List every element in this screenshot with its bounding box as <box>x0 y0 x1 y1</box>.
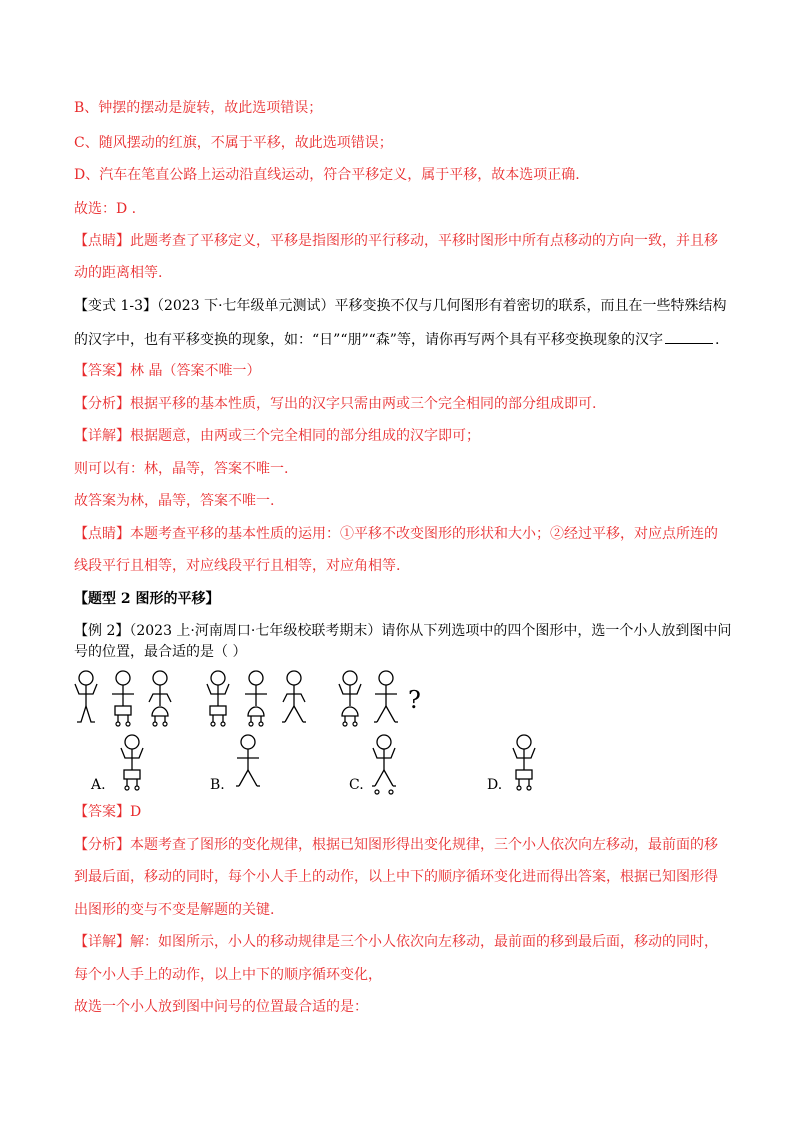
tip1-line2: 动的距离相等. <box>74 265 163 281</box>
analysis1-line: 【分析】根据平移的基本性质，写出的汉字只需由两或三个完全相同的部分组成即可. <box>74 396 597 412</box>
option-b-figure <box>236 735 260 786</box>
option-a-label: A. <box>91 777 106 793</box>
variant-1-3-end: . <box>714 332 720 348</box>
option-d-figure <box>513 735 535 790</box>
tip2-line1: 【点睛】本题考查平移的基本性质的运用：①平移不改变图形的形状和大小；②经过平移，对应点所连的 <box>74 526 718 542</box>
analysis2-line1: 【分析】本题考查了图形的变化规律，根据已知图形得出变化规律，三个小人依次向左移动，最前面的移 <box>74 837 718 853</box>
option-a-figure <box>121 735 143 790</box>
tip1-line1: 【点睛】此题考查了平移定义，平移是指图形的平行移动，平移时图形中所有点移动的方向一致，并且移 <box>74 233 718 249</box>
figure-3-2 <box>374 671 398 722</box>
answer-blank <box>665 329 713 344</box>
detail1-line2: 则可以有：林，晶等，答案不唯一. <box>74 461 289 477</box>
answer1-line: 【答案】林 晶（答案不唯一） <box>74 363 261 379</box>
stick-figure-sequence <box>66 666 546 806</box>
variant-1-3-line2 <box>74 329 719 349</box>
question-mark: ? <box>408 686 421 714</box>
option-d-line: D、汽车在笔直公路上运动沿直线运动，符合平移定义，属于平移，故本选项正确. <box>74 167 580 183</box>
variant-1-3-line1: 【变式 1-3】（2023 下·七年级单元测试）平移变换不仅与几何图形有着密切的联系，而且在一些特殊结构 <box>74 298 727 314</box>
option-d-label: D. <box>487 777 503 793</box>
section-heading: 【题型 2 图形的平移】 <box>74 591 220 607</box>
detail1-line3: 故答案为林，晶等，答案不唯一. <box>74 493 275 509</box>
detail2-line2: 每个小人手上的动作，以上中下的顺序循环变化， <box>74 967 382 983</box>
figure-1-1 <box>75 671 97 722</box>
answer2-line: 【答案】D <box>74 804 142 820</box>
figure-2-2 <box>245 671 267 726</box>
analysis2-line3: 出图形的变与不变是解题的关键. <box>74 902 275 918</box>
detail2-line1: 【详解】解：如图所示，小人的移动规律是三个小人依次向左移动，最前面的移到最后面，移动的同时， <box>74 934 718 950</box>
option-c-label: C. <box>349 777 364 793</box>
detail2-line3: 故选一个小人放到图中问号的位置最合适的是： <box>74 999 368 1015</box>
figure-2-1 <box>207 671 229 726</box>
option-c-figure <box>372 735 396 794</box>
option-b-label: B. <box>210 777 225 793</box>
figure-1-3 <box>149 671 171 726</box>
tip2-line2: 线段平行且相等，对应线段平行且相等，对应角相等. <box>74 558 401 574</box>
variant-1-3-text: 的汉字中，也有平移变换的现象，如：“日”“朋”“森”等，请你再写两个具有平移变换现象的汉字 <box>74 332 663 348</box>
figure-1-2 <box>112 671 134 726</box>
analysis2-line2: 到最后面，移动的同时，每个小人手上的动作，以上中下的顺序循环变化进而得出答案，根据已知图形得 <box>74 869 718 885</box>
figure-3-1 <box>339 671 361 726</box>
example2-line2: 号的位置，最合适的是（ ） <box>74 644 247 660</box>
detail1-line1: 【详解】根据题意，由两或三个完全相同的部分组成的汉字即可； <box>74 428 480 444</box>
choice-line: 故选：D . <box>74 201 137 217</box>
example2-line1: 【例 2】（2023 上·河南周口·七年级校联考期末）请你从下列选项中的四个图形中，选一个小人放到图中问 <box>74 623 732 639</box>
figure-2-3 <box>282 671 306 722</box>
option-c-line: C、随风摆动的红旗，不属于平移，故此选项错误； <box>74 135 393 151</box>
option-b-line: B、钟摆的摆动是旋转，故此选项错误； <box>74 100 323 116</box>
